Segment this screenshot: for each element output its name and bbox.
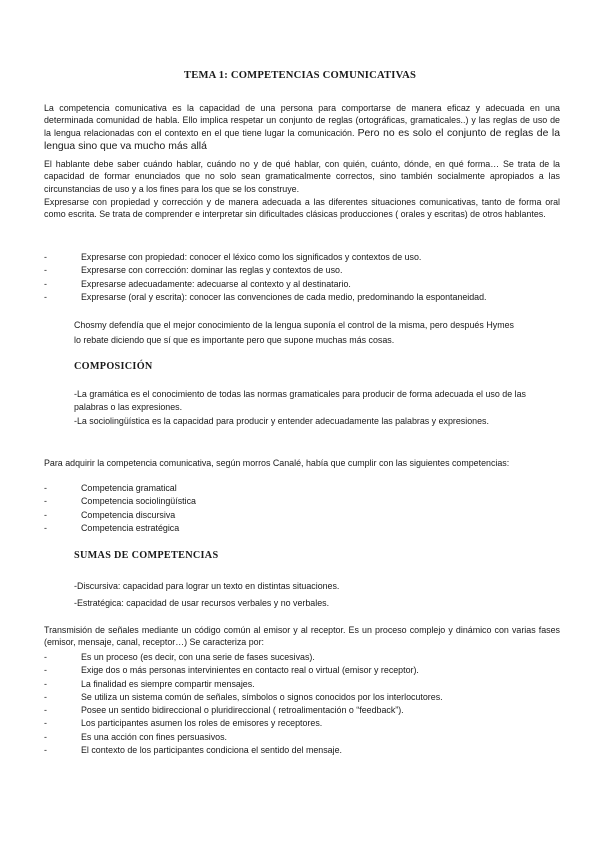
list-item-text: Posee un sentido bidireccional o pluridireccional ( retroalimentación o “feedback”). [81,705,404,716]
intro-text-b: Pero no es solo el conjunto de reglas de la lengua sino que va mucho más allá [44,127,560,153]
intro-paragraph [44,102,560,154]
expresarse-paragraph: Expresarse con propiedad y corrección y de manera adecuada a las diferentes situaciones comunicativas, tanto de forma oral como escrita. Se trata de comprender e interpretar sin dificultades clásicas producciones ( orales y escritas) de otros hablantes. [44,197,560,220]
list-item-text: Competencia discursiva [81,509,176,520]
dash-bullet: - [44,496,47,507]
list-item [44,717,560,730]
chomsky-paragraph: Chosmy defendía que el mejor conocimiento de la lengua suponía el control de la misma, pero después Hymes lo rebate diciendo que sí que es importante pero que supone muchas más cosas. [74,320,514,345]
list-item-text: Expresarse con corrección: dominar las reglas y contextos de uso. [81,265,343,276]
list-item [44,509,560,522]
list-item-text: Los participantes asumen los roles de emisores y receptores. [81,718,323,729]
list-item-text: Expresarse adecuadamente: adecuarse al contexto y al destinatario. [81,278,351,289]
list-item-text: Expresarse con propiedad: conocer el léxico como los significados y contextos de uso. [81,252,422,262]
list-item-text: Exige dos o más personas intervinientes en contacto real o virtual (emisor y receptor). [81,665,419,676]
list-item-text: Es un proceso (es decir, con una serie de fases sucesivas). [81,652,315,662]
express-list [44,251,560,304]
list-item [44,522,560,535]
list-item [44,264,560,277]
composicion-item-grammar: -La gramática es el conocimiento de todas las normas gramaticales para producir de forma adecuada el uso de las palabras o las expresiones. [74,389,526,413]
list-item [44,651,560,664]
list-item [44,278,560,291]
list-item-text: Competencia sociolingüística [81,496,196,507]
page-title: TEMA 1: COMPETENCIAS COMUNICATIVAS [183,70,417,81]
list-item-text: Expresarse (oral y escrita): conocer las convenciones de cada medio, predominando la espontaneidad. [81,291,487,302]
list-item-text: La finalidad es siempre compartir mensajes. [81,678,255,689]
list-item [44,731,560,744]
list-item-text: El contexto de los participantes condiciona el sentido del mensaje. [81,745,342,756]
list-item [44,691,560,704]
hablante-paragraph: El hablante debe saber cuándo hablar, cuándo no y de qué hablar, con quién, cuánto, dónde, en qué forma… Se trata de la capacidad de formar enunciados que no solo sean gramaticalmente correctos, sino también socialmente apropiados a las circunstancias de uso y a los fines para los que se los construye. [44,159,560,194]
list-item [44,704,560,717]
dash-bullet: - [44,652,47,662]
dash-bullet: - [44,483,47,493]
canale-list [44,482,560,535]
list-item [44,664,560,677]
list-item-text: Es una acción con fines persuasivos. [81,731,228,742]
dash-bullet: - [44,665,47,676]
list-item [44,678,560,691]
list-item-text: Competencia estratégica [81,522,180,533]
composicion-heading: COMPOSICIÓN [74,361,153,372]
dash-bullet: - [44,265,47,276]
dash-bullet: - [44,731,47,742]
dash-bullet: - [44,705,47,716]
canale-intro: Para adquirir la competencia comunicativa, según morros Canalé, había que cumplir con las siguientes competencias: [44,458,510,468]
dash-bullet: - [44,278,47,289]
list-item-text: Competencia gramatical [81,483,177,493]
dash-bullet: - [44,718,47,729]
dash-bullet: - [44,522,47,533]
dash-bullet: - [44,745,47,756]
list-item [44,744,560,757]
list-item-text: Se utiliza un sistema común de señales, símbolos o signos conocidos por los interlocutores. [81,691,443,702]
dash-bullet: - [44,678,47,689]
list-item [44,251,560,264]
sumas-item-estrategica: -Estratégica: capacidad de usar recursos verbales y no verbales. [74,598,330,608]
list-item [44,482,560,495]
dash-bullet: - [44,691,47,702]
list-item [44,291,560,304]
intro-text-a: La competencia comunicativa es la capacidad de una persona para comportarse de manera eficaz y adecuada en una determinada comunidad de habla. Ello implica respetar un conjunto de reglas (ortográficas, gramaticales..) y las reglas de uso de la lengua relacionadas con el contexto en el que tiene lugar la comunicación. [44,103,560,138]
sumas-heading: SUMAS DE COMPETENCIAS [74,550,219,561]
sumas-item-discursiva: -Discursiva: capacidad para lograr un texto en distintas situaciones. [74,581,340,591]
transmision-intro: Transmisión de señales mediante un código común al emisor y al receptor. Es un proceso complejo y dinámico con varias fases (emisor, mensaje, canal, receptor…) Se caracteriza por: [44,625,560,648]
dash-bullet: - [44,252,47,262]
list-item [44,495,560,508]
dash-bullet: - [44,291,47,302]
transmision-list [44,651,560,757]
dash-bullet: - [44,509,47,520]
composicion-item-sociolinguistics: -La sociolingüística es la capacidad para producir y entender adecuadamente las palabras y expresiones. [74,416,489,426]
